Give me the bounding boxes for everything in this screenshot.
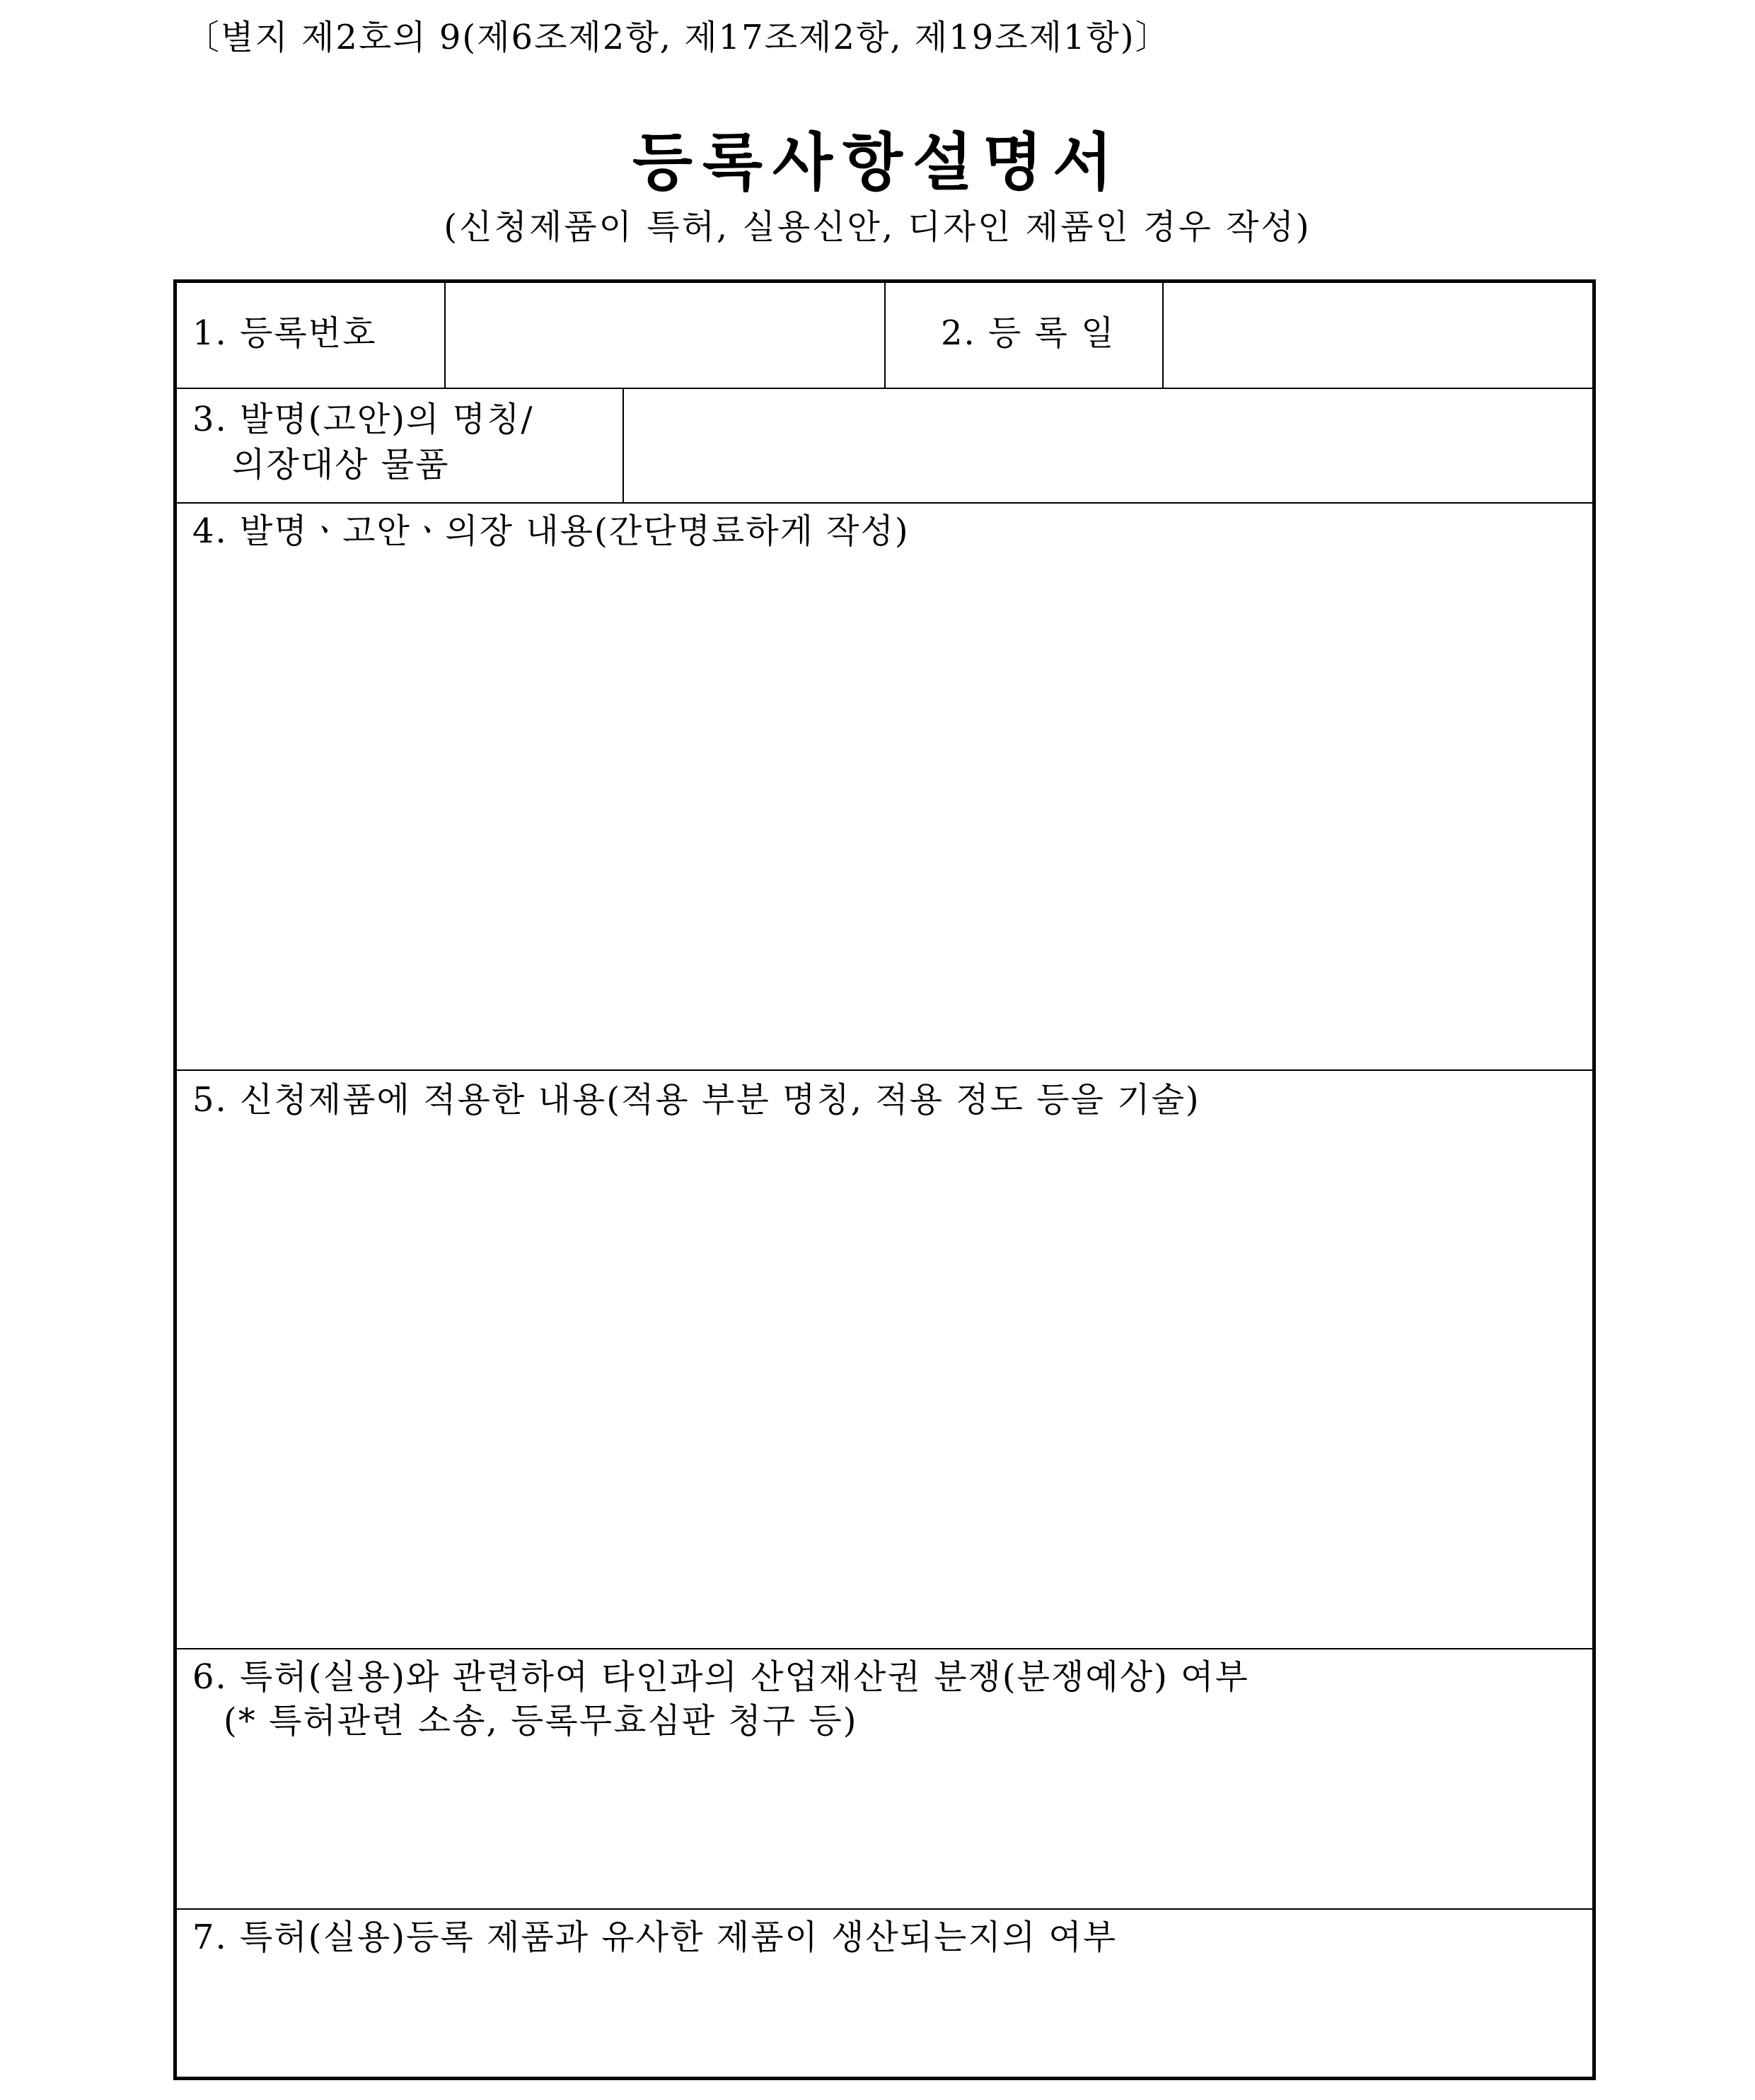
- registration-form-table: [173, 279, 1596, 2080]
- invention-name-label: 3. 발명(고안)의 명칭/: [192, 400, 534, 439]
- column-divider: [1162, 283, 1164, 388]
- similar-products-field[interactable]: [178, 1966, 1592, 2075]
- row-divider: [177, 1648, 1592, 1649]
- row-divider: [177, 1069, 1592, 1071]
- document-title: 등록사항설명서: [632, 126, 1123, 199]
- invention-content-field[interactable]: [178, 566, 1592, 1068]
- applied-content-field[interactable]: [178, 1132, 1592, 1647]
- form-reference: 〔별지 제2호의 9(제6조제2항, 제17조제2항, 제19조제1항)〕: [185, 18, 1171, 57]
- row-divider: [177, 388, 1592, 389]
- column-divider: [884, 283, 886, 388]
- ip-dispute-note: (* 특허관련 소송, 등록무효심판 청구 등): [224, 1701, 858, 1741]
- document-subtitle: (신청제품이 특허, 실용신안, 디자인 제품인 경우 작성): [444, 207, 1311, 247]
- registration-number-field[interactable]: [447, 284, 883, 386]
- column-divider: [622, 388, 624, 502]
- ip-dispute-label: 6. 특허(실용)와 관련하여 타인과의 산업재산권 분쟁(분쟁예상) 여부: [192, 1657, 1249, 1697]
- applied-content-label: 5. 신청제품에 적용한 내용(적용 부분 명칭, 적용 정도 등을 기술): [192, 1080, 1200, 1120]
- invention-name-field[interactable]: [625, 390, 1592, 501]
- similar-products-label: 7. 특허(실용)등록 제품과 유사한 제품이 생산되는지의 여부: [192, 1918, 1118, 1957]
- registration-date-field[interactable]: [1165, 284, 1592, 386]
- column-divider: [444, 283, 446, 388]
- row-divider: [177, 1908, 1592, 1910]
- ip-dispute-field[interactable]: [178, 1751, 1592, 1907]
- row-divider: [177, 502, 1592, 504]
- registration-number-label: 1. 등록번호: [192, 313, 377, 353]
- design-article-label: 의장대상 물품: [232, 445, 450, 485]
- registration-date-label: 2. 등 록 일: [941, 313, 1116, 353]
- invention-content-label: 4. 발명ㆍ고안ㆍ의장 내용(간단명료하게 작성): [192, 511, 910, 551]
